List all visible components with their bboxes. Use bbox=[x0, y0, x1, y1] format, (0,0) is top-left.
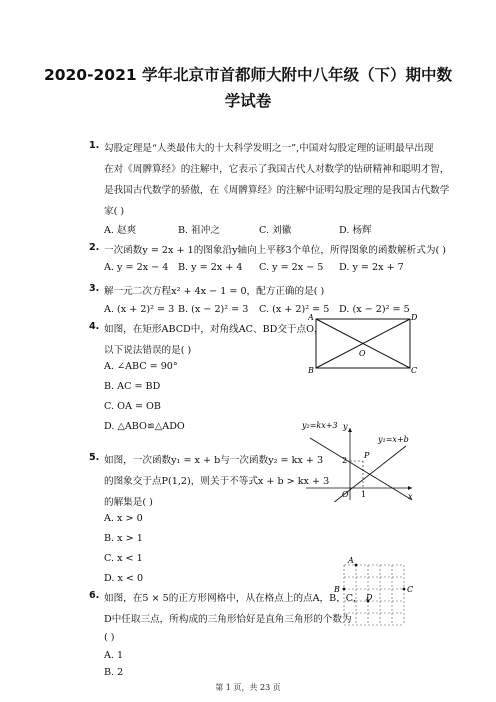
label-y: y bbox=[343, 422, 348, 431]
q6-option-b: B. 2 bbox=[104, 667, 124, 678]
q3-option-d: D. (x − 2)² = 5 bbox=[339, 304, 410, 315]
q5-line: 的解集是( ) bbox=[104, 497, 153, 508]
q1-option-a: A. 赵爽 bbox=[104, 225, 137, 236]
q3-number: 3. bbox=[89, 283, 100, 294]
label-x: x bbox=[408, 492, 413, 501]
label-d: D bbox=[411, 313, 418, 322]
q1-line: 勾股定理是“人类最伟大的十大科学发明之一”,中国对勾股定理的证明最早出现 bbox=[104, 143, 434, 154]
exam-title-line1: 2020-2021 学年北京市首都师大附中八年级（下）期中数 bbox=[43, 66, 453, 84]
q2-number: 2. bbox=[89, 242, 100, 253]
point-c bbox=[403, 588, 406, 591]
q5-line: 如图，一次函数y₁ = x + b与一次函数y₂ = kx + 3 bbox=[104, 455, 324, 466]
label-c: C bbox=[407, 585, 414, 594]
q2-option-a: A. y = 2x − 4 bbox=[104, 262, 169, 273]
q5-number: 5. bbox=[89, 452, 100, 463]
q4-option-d: D. △ABO≌△ADO bbox=[104, 421, 185, 432]
q5-option-c: C. x < 1 bbox=[104, 553, 143, 564]
q1-option-b: B. 祖冲之 bbox=[178, 225, 220, 236]
q3-option-b: B. (x − 2)² = 3 bbox=[178, 304, 249, 315]
q4-option-a: A. ∠ABC = 90° bbox=[104, 361, 178, 372]
page-footer: 第 1 页，共 23 页 bbox=[215, 683, 281, 692]
q5-graph-figure bbox=[300, 420, 418, 502]
label-a: A bbox=[348, 556, 354, 565]
q5-option-a: A. x > 0 bbox=[104, 513, 143, 524]
q2-option-b: B. y = 2x + 4 bbox=[178, 262, 243, 273]
q1-number: 1. bbox=[89, 140, 100, 151]
grid-lines bbox=[344, 565, 404, 625]
label-two: 2 bbox=[342, 456, 348, 465]
label-b: B bbox=[308, 366, 314, 375]
point-a bbox=[355, 564, 358, 567]
point-b bbox=[343, 588, 346, 591]
y-axis-arrow bbox=[348, 428, 352, 432]
q1-option-d: D. 杨辉 bbox=[339, 225, 372, 236]
q1-line: 是我国古代数学的骄傲，在《周髀算经》的注解中证明勾股定理的是我国古代数学 bbox=[104, 185, 450, 196]
q3-option-c: C. (x + 2)² = 5 bbox=[259, 304, 330, 315]
label-d: D bbox=[366, 593, 373, 602]
label-origin: O bbox=[342, 490, 349, 499]
label-a: A bbox=[308, 313, 314, 322]
q4-option-b: B. AC = BD bbox=[104, 381, 161, 392]
q6-line: D中任取三点，所构成的三角形恰好是直角三角形的个数为 bbox=[104, 614, 352, 625]
q3-line: 解一元二次方程x² + 4x − 1 = 0，配方正确的是( ) bbox=[104, 286, 325, 297]
q6-number: 6. bbox=[89, 590, 100, 601]
label-c: C bbox=[411, 366, 418, 375]
label-y2: y₂=kx+3 bbox=[302, 421, 338, 430]
label-b: B bbox=[334, 585, 340, 594]
q4-line: 如图，在矩形ABCD中，对角线AC、BD交于点O， bbox=[104, 324, 324, 335]
q1-line: 家( ) bbox=[104, 206, 125, 217]
label-o: O bbox=[359, 349, 366, 358]
line-y1 bbox=[314, 446, 406, 502]
q4-line: 以下说法错误的是( ) bbox=[104, 345, 192, 356]
q3-option-a: A. (x + 2)² = 3 bbox=[104, 304, 175, 315]
q1-option-c: C. 刘徽 bbox=[259, 225, 292, 236]
q5-option-b: B. x > 1 bbox=[104, 533, 143, 544]
q6-line: 如图，在5 × 5的正方形网格中，从在格点上的点A，B，C， bbox=[104, 593, 363, 604]
q1-line: 在对《周髀算经》的注解中，它表示了我国古代人对数学的钻研精神和聪明才智， bbox=[104, 164, 450, 175]
label-one: 1 bbox=[361, 490, 367, 499]
q4-number: 4. bbox=[89, 321, 100, 332]
q6-option-a: A. 1 bbox=[104, 650, 124, 661]
q2-line: 一次函数y = 2x + 1的图象沿y轴向上平移3个单位，所得图象的函数解析式为( ) bbox=[104, 245, 446, 256]
exam-title-line2: 学试卷 bbox=[224, 92, 272, 110]
label-p: P bbox=[364, 451, 370, 460]
q6-line: ( ) bbox=[104, 632, 115, 643]
q5-line: 的图象交于点P(1,2)，则关于不等式x + b > kx + 3 bbox=[104, 476, 330, 487]
q4-option-c: C. OA = OB bbox=[104, 401, 161, 412]
label-y1: y₁=x+b bbox=[378, 435, 409, 444]
x-axis-arrow bbox=[408, 486, 412, 490]
q6-grid-figure bbox=[330, 555, 420, 635]
q4-rectangle-figure bbox=[308, 313, 418, 375]
q2-option-d: D. y = 2x + 7 bbox=[339, 262, 404, 273]
q5-option-d: D. x < 0 bbox=[104, 573, 144, 584]
q2-option-c: C. y = 2x − 5 bbox=[259, 262, 324, 273]
